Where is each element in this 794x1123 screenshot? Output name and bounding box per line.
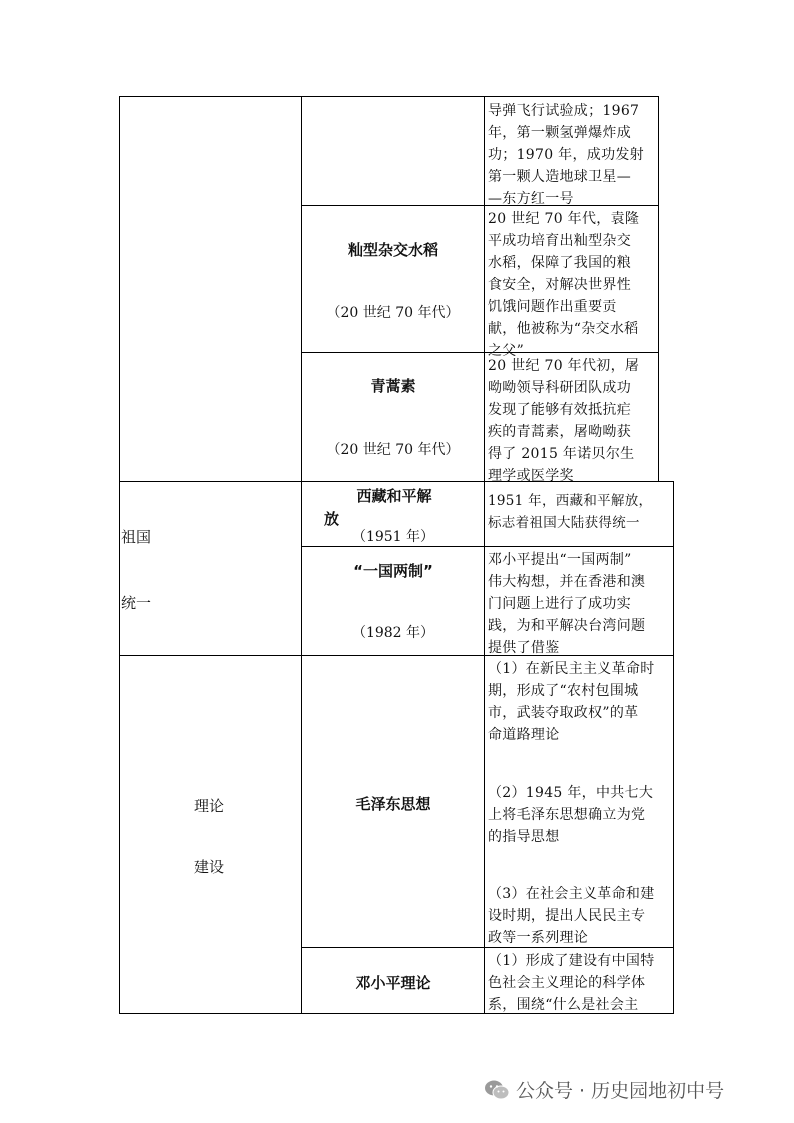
category-label: 统一: [121, 594, 152, 612]
one-country-description: [485, 547, 673, 659]
category-label: 理论: [194, 797, 225, 815]
rice-item-cell: [302, 206, 484, 352]
description-line: 水稻，保障了我国的粮: [488, 255, 631, 271]
table-border-right: [658, 96, 659, 481]
deng-description: [485, 948, 673, 1016]
tibet-item-cell: [302, 482, 484, 546]
tibet-title-line: 西藏和平解: [356, 487, 432, 505]
table-border-right: [673, 481, 674, 1014]
description-line: 1951 年，西藏和平解放，: [488, 493, 653, 509]
description-line: 的指导思想: [488, 829, 560, 845]
description-line: 20 世纪 70 年代初，屠: [488, 358, 640, 374]
description-line: 得了 2015 年诺贝尔生: [488, 446, 635, 462]
description-line: —东方红一号: [488, 191, 574, 207]
watermark: [484, 1076, 724, 1103]
tibet-title-line: 放: [324, 510, 340, 528]
description-line: 色社会主义理论的科学体: [488, 975, 646, 991]
artemisinin-title: 青蒿素: [370, 377, 416, 395]
description-line: 践，为和平解决台湾问题: [488, 618, 646, 634]
description-line: 疾的青蒿素，屠呦呦获: [488, 424, 631, 440]
description-line: 门问题上进行了成功实: [488, 596, 631, 612]
description-line: 伟大构想，并在香港和澳: [488, 574, 646, 590]
description-line: （3）在社会主义革命和建: [488, 886, 655, 902]
description-line: 系，围绕“什么是社会主: [488, 997, 639, 1013]
description-line: 设时期，提出人民民主专: [488, 908, 646, 924]
description-line: 邓小平提出“一国两制”: [488, 552, 632, 568]
description-line: 献，他被称为“杂交水稻: [488, 321, 639, 337]
description-line: （1）在新民主主义革命时: [488, 661, 655, 677]
one-country-item-cell: [302, 547, 484, 655]
deng-item-cell: [302, 948, 484, 1013]
description-line: 年，第一颗氢弹爆炸成: [488, 125, 631, 141]
description-line: 20 世纪 70 年代，袁隆: [488, 211, 640, 227]
description-line: 标志着祖国大陆获得统一: [488, 515, 640, 531]
description-line: 饥饿问题作出重要贡: [488, 299, 617, 315]
description-line: 呦呦领导科研团队成功: [488, 380, 631, 396]
tibet-period: （1951 年）: [351, 529, 435, 545]
artemisinin-item-cell: [302, 353, 484, 481]
description-line: （1）形成了建设有中国特: [488, 953, 655, 969]
description-line: 第一颗人造地球卫星—: [488, 169, 631, 185]
one-country-period: （1982 年）: [351, 625, 435, 641]
description-line: 政等一系列理论: [488, 930, 589, 946]
deng-title: 邓小平理论: [355, 974, 431, 992]
rice-period: （20 世纪 70 年代）: [326, 305, 460, 321]
missile-description: [485, 98, 657, 210]
description-line: （2）1945 年，中共七大: [488, 785, 654, 801]
mao-point-3: [485, 881, 673, 949]
watermark-text: 公众号 · 历史园地初中号: [516, 1080, 725, 1102]
description-line: 期，形成了“农村包围城: [488, 683, 639, 699]
description-line: 发现了能够有效抵抗疟: [488, 402, 631, 418]
artemisinin-description: [485, 353, 657, 487]
mao-item-cell: [302, 656, 484, 947]
rice-description: [485, 206, 657, 362]
category-label: 建设: [194, 858, 225, 876]
description-line: 上将毛泽东思想确立为党: [488, 807, 646, 823]
wechat-icon: [484, 1079, 510, 1101]
table-border-top: [119, 96, 659, 97]
description-line: 平成功培育出籼型杂交: [488, 233, 631, 249]
category-label: 祖国: [121, 528, 152, 546]
mao-title: 毛泽东思想: [355, 795, 431, 813]
description-line: 之父”: [488, 343, 525, 359]
description-line: 食安全，对解决世界性: [488, 277, 631, 293]
description-line: 命道路理论: [488, 727, 560, 743]
rice-title: 籼型杂交水稻: [347, 241, 438, 259]
mao-point-2: [485, 780, 673, 848]
tibet-description: [485, 488, 673, 534]
mao-point-1: [485, 656, 673, 746]
one-country-title: “一国两制”: [353, 562, 433, 580]
description-line: 市，武装夺取政权”的革: [488, 705, 639, 721]
description-line: 提供了借鉴: [488, 640, 560, 656]
tibet-title: [324, 485, 464, 529]
table-border-left: [119, 96, 120, 1014]
description-line: 功；1970 年，成功发射: [488, 147, 644, 163]
description-line: 理学或医学奖: [488, 468, 574, 484]
artemisinin-period: （20 世纪 70 年代）: [326, 442, 460, 458]
description-line: 导弹飞行试验成；1967: [488, 103, 640, 119]
